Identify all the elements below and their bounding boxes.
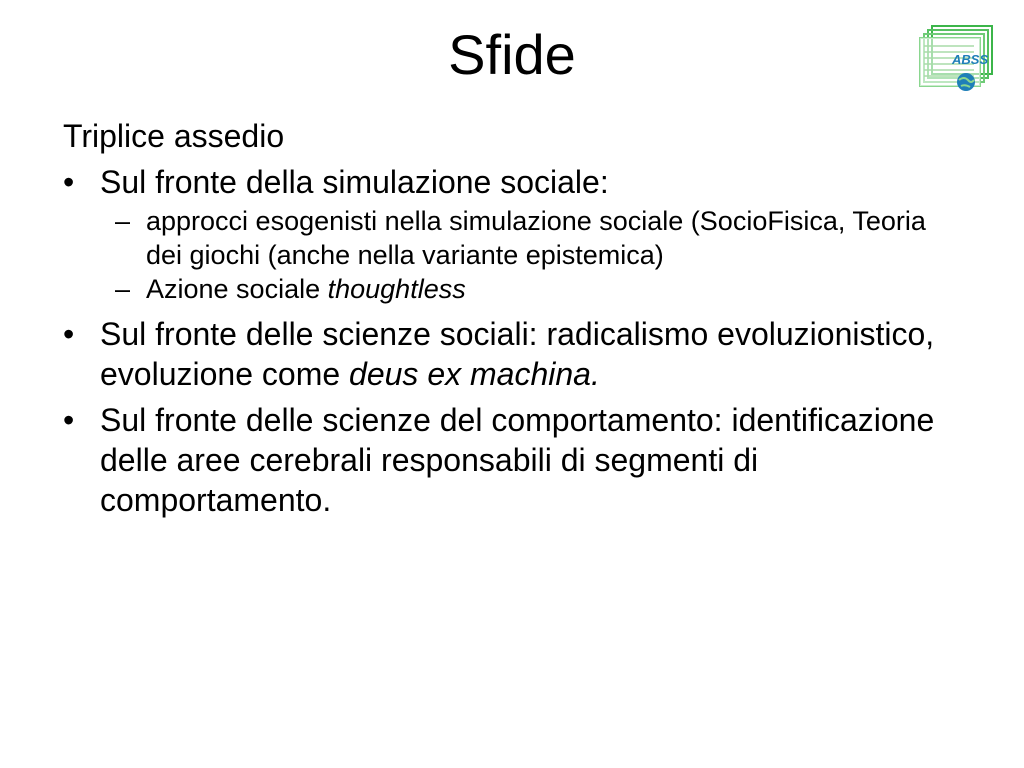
slide-title: Sfide <box>448 23 576 86</box>
svg-text:ABSS: ABSS <box>952 52 989 67</box>
bullet-item <box>63 400 963 520</box>
sub-bullet-text: Azione sociale <box>146 274 328 304</box>
abss-logo-icon <box>918 22 998 98</box>
bullet-item <box>63 314 963 394</box>
sub-bullet-item <box>100 272 963 306</box>
bullet-icon: • <box>63 402 75 438</box>
bullet-icon: • <box>63 164 75 200</box>
bullet-text: Sul fronte della simulazione sociale: <box>100 164 609 200</box>
bullet-icon: • <box>63 316 75 352</box>
intro-text: Triplice assedio <box>63 118 285 154</box>
dash-icon: – <box>115 274 131 304</box>
dash-icon: – <box>115 206 131 236</box>
sub-bullet-italic: thoughtless <box>327 274 466 304</box>
bullet-list <box>63 162 963 520</box>
sub-bullet-text: approcci esogenisti nella simulazione sociale (SocioFisica, Teoria dei giochi (anche nella variante epistemica) <box>146 206 926 270</box>
bullet-italic: deus ex machina. <box>349 356 600 392</box>
slide-body <box>63 116 963 526</box>
bullet-item <box>63 162 963 306</box>
bullet-text: Sul fronte delle scienze sociali: radicalismo evoluzionistico, evoluzione come <box>100 316 935 392</box>
sub-bullet-list <box>100 204 963 306</box>
bullet-text: Sul fronte delle scienze del comportamento: identificazione delle aree cerebrali responsabili di segmenti di comportamento. <box>100 402 935 518</box>
sub-bullet-item <box>100 204 963 272</box>
